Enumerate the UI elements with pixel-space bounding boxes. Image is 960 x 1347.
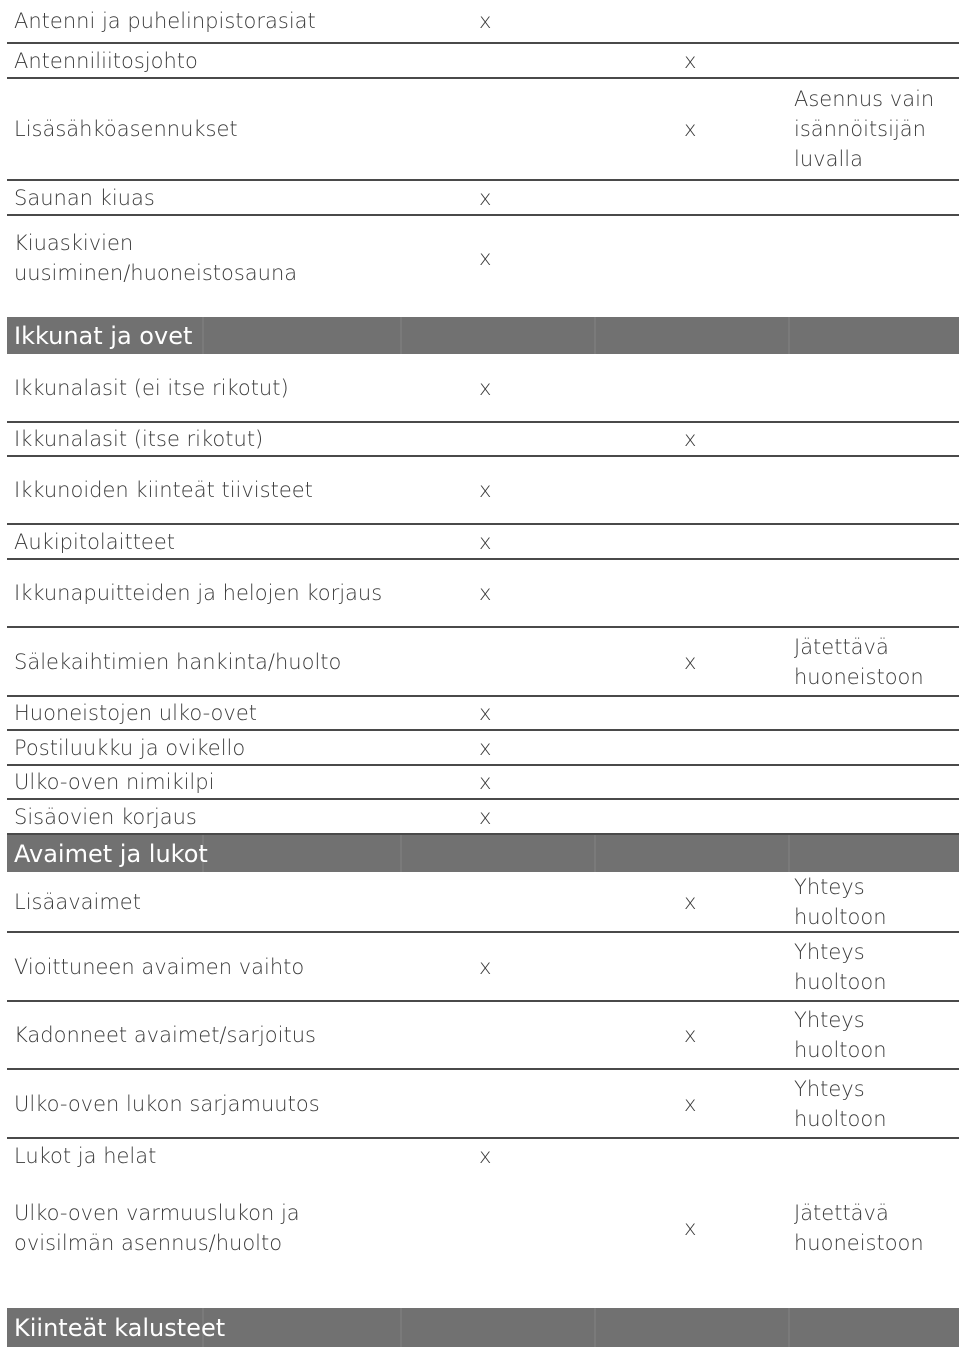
table-row (7, 423, 959, 457)
table-row (7, 1139, 959, 1173)
mark-column-b: x (684, 48, 697, 73)
row-note (794, 731, 959, 764)
row-label: Postiluukku ja ovikello (14, 735, 246, 760)
mark-column-b (684, 216, 724, 300)
mark-column-a: x (479, 9, 492, 33)
mark-column-b (684, 181, 724, 214)
table-row (7, 872, 959, 933)
mark-column-b: x (684, 117, 697, 141)
row-note: Jätettävä huoneistoon (794, 1201, 924, 1255)
mark-column-a: x (479, 701, 492, 725)
mark-column-a: x (479, 529, 492, 554)
row-note (794, 0, 959, 42)
table-row (7, 800, 959, 835)
mark-column-b: x (684, 1091, 697, 1116)
mark-column-a (479, 628, 519, 695)
section-title: Ikkunat ja ovet (14, 321, 193, 350)
row-note (794, 766, 959, 798)
table-row (7, 216, 959, 300)
section-column-divider (788, 835, 790, 872)
row-label: Ikkunoiden kiinteät tiivisteet (14, 478, 313, 502)
table-row (7, 0, 959, 44)
table-row (7, 1002, 959, 1070)
row-label: Saunan kiuas (14, 185, 155, 210)
mark-column-b: x (684, 427, 697, 451)
section-title: Kiinteät kalusteet (14, 1313, 226, 1342)
section-column-divider (594, 1308, 596, 1347)
table-row (7, 181, 959, 216)
section-header (7, 1308, 959, 1347)
row-note (794, 560, 959, 626)
row-note: Yhteys huoltoon (794, 874, 887, 929)
mark-column-a: x (479, 581, 492, 605)
section-column-divider (788, 1308, 790, 1347)
row-label: Huoneistojen ulko-ovet (14, 701, 257, 725)
row-note: Yhteys huoltoon (794, 1008, 887, 1062)
mark-column-a (479, 79, 519, 179)
mark-column-b: x (684, 1023, 697, 1047)
mark-column-b: x (684, 889, 697, 914)
row-label: Sisäovien korjaus (14, 804, 197, 829)
mark-column-a (479, 1173, 519, 1283)
table-row (7, 697, 959, 731)
row-label: Lukot ja helat (14, 1144, 157, 1168)
section-header (7, 835, 959, 872)
row-label: Lisäsähköasennukset (14, 117, 238, 141)
row-label: Antenniliitosjohto (14, 48, 198, 73)
row-label: Lisäavaimet (14, 889, 141, 914)
section-header (7, 317, 959, 354)
table-row (7, 731, 959, 766)
mark-column-a: x (479, 1144, 492, 1168)
mark-column-b (684, 0, 724, 42)
table-row (7, 1070, 959, 1139)
row-note (794, 216, 959, 300)
mark-column-b (684, 731, 724, 764)
mark-column-b (684, 525, 724, 558)
table-row (7, 525, 959, 560)
row-label: Aukipitolaitteet (14, 529, 175, 554)
mark-column-a (479, 1070, 519, 1137)
mark-column-b (684, 697, 724, 729)
row-note (794, 1139, 959, 1173)
table-row (7, 933, 959, 1002)
row-note (794, 697, 959, 729)
section-title: Avaimet ja lukot (14, 839, 208, 868)
mark-column-a: x (479, 804, 492, 829)
row-note (794, 423, 959, 455)
table-row (7, 79, 959, 181)
mark-column-a (479, 872, 519, 931)
mark-column-b (684, 457, 724, 523)
row-label: Ulko-oven lukon sarjamuutos (14, 1091, 320, 1116)
mark-column-a: x (479, 246, 492, 270)
row-label: Ulko-oven varmuuslukon ja ovisilmän asennus/huolto (14, 1201, 300, 1255)
row-label: Antenni ja puhelinpistorasiat (14, 9, 316, 33)
row-label: Ikkunapuitteiden ja helojen korjaus (14, 581, 383, 605)
row-note (794, 800, 959, 833)
row-note: Yhteys huoltoon (794, 1076, 887, 1131)
mark-column-b: x (684, 649, 697, 674)
mark-column-b (684, 560, 724, 626)
table-row (7, 766, 959, 800)
mark-column-b (684, 933, 724, 1000)
mark-column-a (479, 423, 519, 455)
mark-column-a: x (479, 770, 492, 794)
mark-column-a: x (479, 185, 492, 210)
mark-column-a (479, 44, 519, 77)
table-row (7, 354, 959, 423)
section-column-divider (788, 317, 790, 354)
mark-column-a: x (479, 375, 492, 400)
row-note (794, 44, 959, 77)
mark-column-a: x (479, 954, 492, 979)
table-row (7, 560, 959, 628)
table-row (7, 44, 959, 79)
table-row (7, 628, 959, 697)
section-column-divider (594, 317, 596, 354)
mark-column-a: x (479, 478, 492, 502)
row-label: Sälekaihtimien hankinta/huolto (14, 649, 342, 674)
row-note (794, 525, 959, 558)
row-label: Kiuaskivien uusiminen/huoneistosauna (14, 231, 298, 285)
row-note (794, 354, 959, 421)
mark-column-a: x (479, 735, 492, 760)
row-label: Ikkunalasit (itse rikotut) (14, 427, 264, 451)
mark-column-b (684, 800, 724, 833)
row-label: Ulko-oven nimikilpi (14, 770, 215, 794)
row-note (794, 181, 959, 214)
row-note: Jätettävä huoneistoon (794, 634, 924, 689)
row-note: Asennus vain isännöitsijän luvalla (794, 87, 935, 171)
table-row (7, 1173, 959, 1283)
mark-column-a (479, 1002, 519, 1068)
row-label: Ikkunalasit (ei itse rikotut) (14, 375, 289, 400)
mark-column-b (684, 354, 724, 421)
mark-column-b: x (684, 1216, 697, 1240)
row-label: Vioittuneen avaimen vaihto (14, 954, 305, 979)
mark-column-b (684, 1139, 724, 1173)
section-column-divider (594, 835, 596, 872)
mark-column-b (684, 766, 724, 798)
row-label: Kadonneet avaimet/sarjoitus (14, 1023, 316, 1047)
row-note (794, 457, 959, 523)
table-row (7, 457, 959, 525)
row-note: Yhteys huoltoon (794, 939, 887, 994)
